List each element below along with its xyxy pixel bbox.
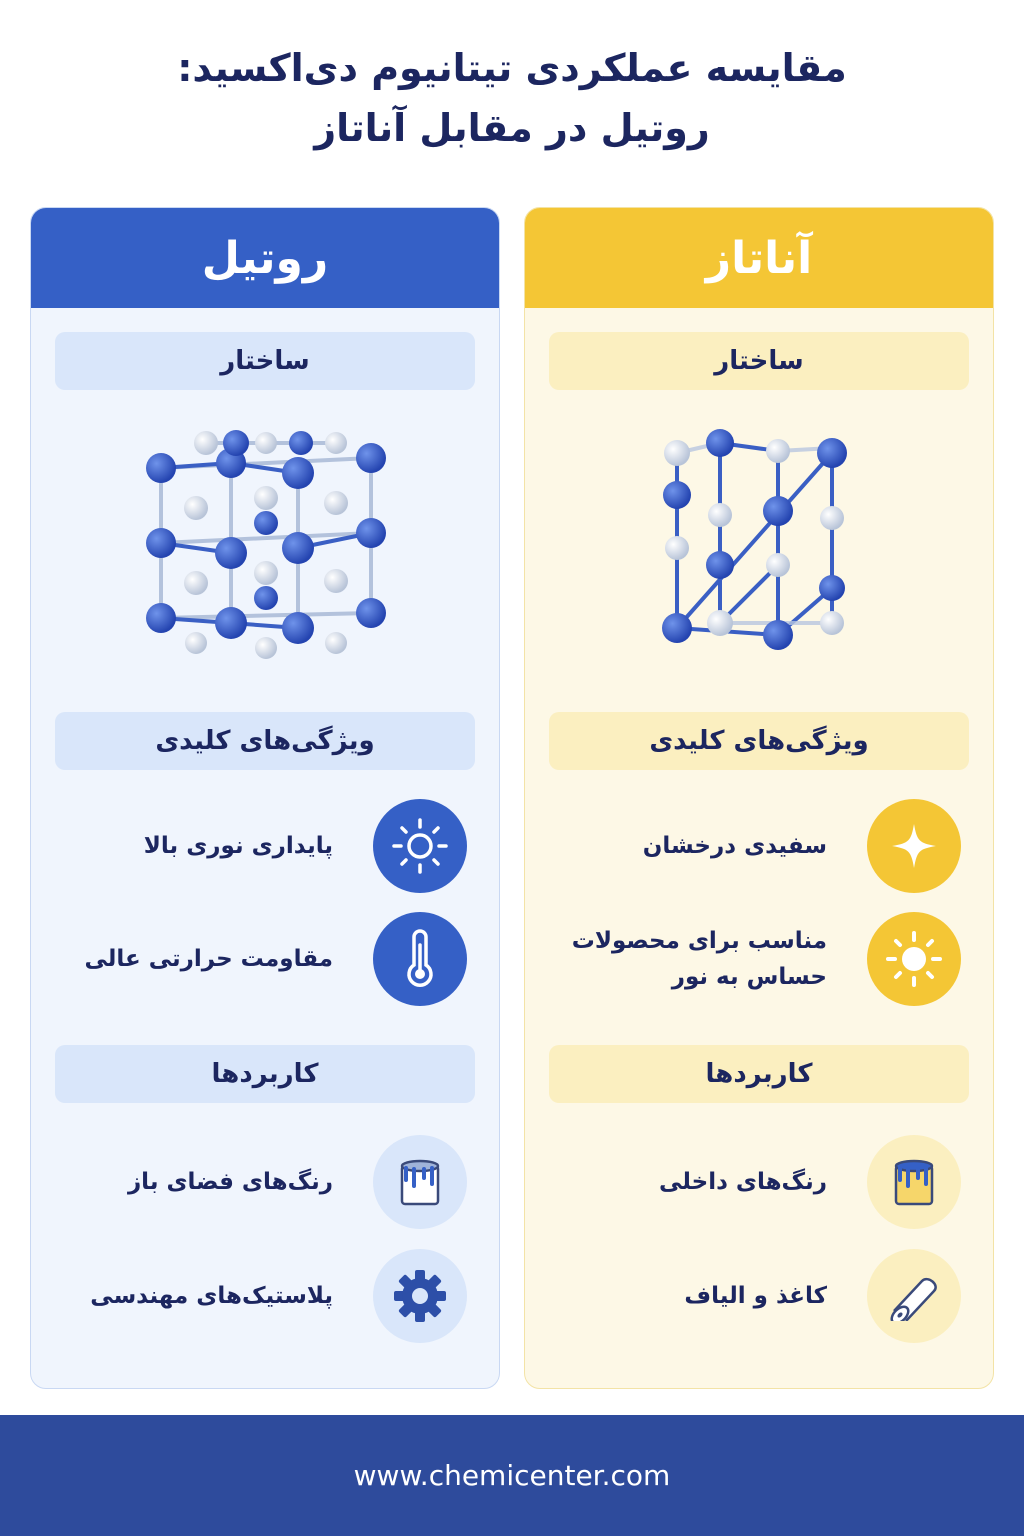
anatase-application-text: کاغذ و الیاف bbox=[684, 1283, 827, 1309]
anatase-feature-text: سفیدی درخشان bbox=[642, 833, 827, 859]
anatase-application-text: رنگ‌های داخلی bbox=[658, 1169, 827, 1195]
anatase-feature-text-line-1: مناسب برای محصولات bbox=[571, 928, 827, 954]
thermometer-icon bbox=[373, 912, 467, 1006]
rutile-application-text: پلاستیک‌های مهندسی bbox=[90, 1283, 333, 1309]
rutile-header: روتیل bbox=[31, 208, 499, 308]
anatase-feature-text bbox=[572, 923, 827, 995]
rutile-applications-label: کاربردها bbox=[55, 1045, 475, 1103]
anatase-header: آناتاز bbox=[525, 208, 993, 308]
paint-can-icon bbox=[373, 1135, 467, 1229]
paint-can-icon bbox=[867, 1135, 961, 1229]
anatase-feature-item bbox=[561, 798, 961, 894]
rutile-features-label: ویژگی‌های کلیدی bbox=[55, 712, 475, 770]
anatase-application-item bbox=[561, 1134, 961, 1230]
rutile-application-text: رنگ‌های فضای باز bbox=[127, 1169, 333, 1195]
anatase-application-item bbox=[561, 1248, 961, 1344]
anatase-column bbox=[524, 207, 994, 1389]
rutile-application-item bbox=[67, 1134, 467, 1230]
rutile-feature-text: پایداری نوری بالا bbox=[143, 833, 333, 859]
anatase-features-label: ویژگی‌های کلیدی bbox=[549, 712, 969, 770]
sun-icon bbox=[867, 912, 961, 1006]
title-line-1: مقایسه عملکردی تیتانیوم دی‌اکسید: bbox=[177, 46, 847, 90]
rutile-column bbox=[30, 207, 500, 1389]
anatase-feature-text-line-2: حساس به نور bbox=[671, 964, 827, 990]
anatase-structure-label: ساختار bbox=[549, 332, 969, 390]
gear-icon bbox=[373, 1249, 467, 1343]
rutile-feature-item bbox=[67, 911, 467, 1007]
footer bbox=[0, 1415, 1024, 1536]
anatase-crystal-structure bbox=[620, 423, 900, 663]
paper-roll-icon bbox=[867, 1249, 961, 1343]
sun-icon bbox=[373, 799, 467, 893]
rutile-feature-item bbox=[67, 798, 467, 894]
rutile-application-item bbox=[67, 1248, 467, 1344]
sparkle-icon bbox=[867, 799, 961, 893]
anatase-feature-item bbox=[561, 911, 961, 1007]
page-title bbox=[0, 38, 1024, 158]
title-line-2: روتیل در مقابل آناتاز bbox=[314, 106, 710, 150]
anatase-applications-label: کاربردها bbox=[549, 1045, 969, 1103]
rutile-structure-label: ساختار bbox=[55, 332, 475, 390]
rutile-crystal-structure bbox=[126, 423, 406, 663]
website-link[interactable]: www.chemicenter.com bbox=[353, 1459, 671, 1492]
rutile-feature-text: مقاومت حرارتی عالی bbox=[84, 946, 333, 972]
